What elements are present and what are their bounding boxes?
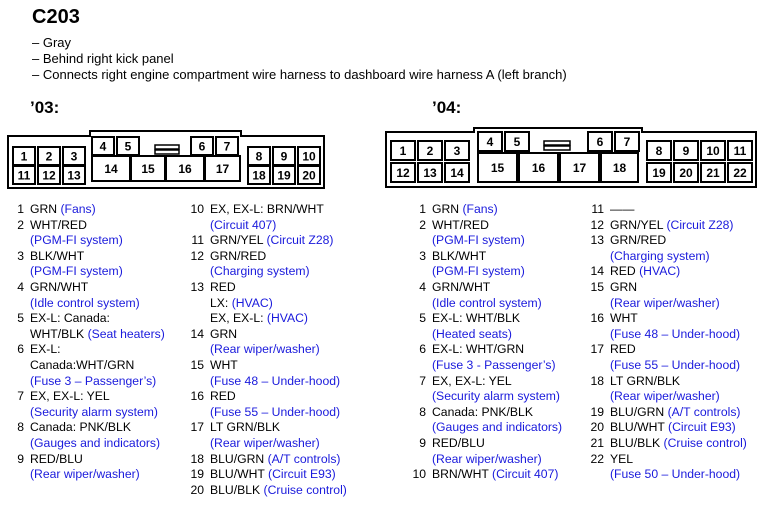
c04-pin-label: 10 bbox=[706, 144, 720, 158]
wire-desc: BRN/WHT bbox=[432, 467, 493, 482]
y03-pin-8-cont bbox=[12, 436, 165, 452]
c04-pin-label: 15 bbox=[490, 161, 505, 175]
c04-pin-label: 4 bbox=[486, 135, 494, 149]
c04-pin-label: 11 bbox=[733, 144, 747, 158]
y04-pin-5-cont bbox=[412, 327, 562, 343]
c03-pin-label: 11 bbox=[17, 168, 31, 183]
y04-pin-18-cont bbox=[590, 389, 747, 405]
pin-number: 15 bbox=[590, 279, 604, 294]
y03-pin-2 bbox=[12, 218, 165, 234]
y04-pin-15-cont bbox=[590, 296, 747, 312]
wire-desc: LT GRN/BLK bbox=[210, 420, 280, 435]
wire-desc: EX-L: WHT/GRN bbox=[432, 342, 525, 357]
wire-desc: YEL bbox=[610, 451, 634, 466]
y04-pin-3 bbox=[412, 249, 562, 265]
pin-number: 8 bbox=[419, 404, 426, 419]
c04-pin-label: 21 bbox=[706, 166, 720, 180]
c03-pin-label: 16 bbox=[178, 162, 192, 176]
circuit-link[interactable]: (A/T controls) bbox=[267, 451, 341, 466]
wire-desc: Canada: PNK/BLK bbox=[432, 404, 533, 419]
c04-pin-label: 5 bbox=[513, 135, 521, 149]
y04-pin-8 bbox=[412, 405, 562, 421]
pin-number: 5 bbox=[419, 311, 426, 326]
y04-pin-10 bbox=[412, 467, 562, 483]
pin-list-03-col2 bbox=[190, 202, 347, 498]
wire-desc: GRN/WHT bbox=[432, 279, 491, 294]
pin-number: 7 bbox=[419, 373, 426, 388]
circuit-link[interactable]: (Rear wiper/washer) bbox=[210, 342, 320, 357]
pin-number: 2 bbox=[17, 217, 24, 232]
wire-desc: BLU/WHT bbox=[610, 420, 669, 435]
year-04-label: ’04: bbox=[432, 98, 462, 117]
y04-pin-2 bbox=[412, 218, 562, 234]
c03-pin-label: 17 bbox=[215, 162, 230, 176]
circuit-link[interactable]: (Gauges and indicators) bbox=[30, 435, 161, 450]
wire-desc: WHT/BLK bbox=[30, 326, 88, 341]
y03-pin-4-cont bbox=[12, 296, 165, 312]
connector-title: C203 bbox=[32, 6, 80, 28]
y04-pin-20 bbox=[590, 420, 747, 436]
wire-desc: EX, EX-L: bbox=[210, 311, 267, 326]
wire-desc: WHT/RED bbox=[432, 217, 489, 232]
circuit-link[interactable]: (Circuit Z28) bbox=[666, 217, 734, 232]
circuit-link[interactable]: (Gauges and indicators) bbox=[432, 420, 563, 435]
c04-pin-label: 1 bbox=[399, 144, 407, 158]
circuit-link[interactable]: (Circuit E93) bbox=[668, 420, 736, 435]
circuit-link[interactable]: (PGM-FI system) bbox=[30, 233, 123, 248]
y04-pin-16 bbox=[590, 311, 747, 327]
wire-desc: Canada:WHT/GRN bbox=[30, 357, 135, 372]
circuit-link[interactable]: (Rear wiper/washer) bbox=[610, 295, 720, 310]
pin-number: 12 bbox=[590, 217, 604, 232]
circuit-link[interactable]: (Charging system) bbox=[610, 248, 710, 263]
circuit-link[interactable]: (Seat heaters) bbox=[87, 326, 165, 341]
pin-number: 11 bbox=[591, 202, 604, 216]
wire-desc: RED/BLU bbox=[432, 435, 485, 450]
wire-desc: RED bbox=[610, 342, 636, 357]
circuit-link[interactable]: (Fuse 55 – Under-hood) bbox=[210, 404, 341, 419]
c03-pin-label: 14 bbox=[104, 162, 118, 176]
y04-pin-8-cont bbox=[412, 420, 562, 436]
c03-pin-label: 8 bbox=[255, 149, 263, 164]
circuit-link[interactable]: (Cruise control) bbox=[263, 482, 347, 497]
pin-number: 1 bbox=[419, 202, 426, 216]
wire-desc: BLU/BLK bbox=[210, 482, 264, 497]
y04-pin-9 bbox=[412, 436, 562, 452]
y03-pin-7-cont bbox=[12, 405, 165, 421]
y03-pin-15 bbox=[190, 358, 347, 374]
y04-pin-6-cont bbox=[412, 358, 562, 374]
pin-number: 19 bbox=[190, 467, 204, 482]
y04-pin-2-cont bbox=[412, 233, 562, 249]
y04-pin-17 bbox=[590, 342, 747, 358]
circuit-link[interactable]: (Fuse 3 – Passenger’s) bbox=[30, 373, 157, 388]
c04-pin-label: 20 bbox=[679, 166, 693, 180]
y03-pin-6-cont bbox=[12, 358, 165, 374]
c03-pin-label: 3 bbox=[70, 149, 78, 164]
y04-pin-15 bbox=[590, 280, 747, 296]
pin-number: 15 bbox=[190, 357, 204, 372]
wire-desc: RED bbox=[610, 264, 640, 279]
circuit-link[interactable]: (Circuit E93) bbox=[268, 467, 336, 482]
wire-desc: GRN/RED bbox=[210, 248, 267, 263]
connector-04-diagram bbox=[0, 0, 767, 200]
c03-pin-label: 19 bbox=[277, 168, 291, 183]
c03-pin-label: 12 bbox=[42, 168, 56, 183]
pin-list-03-col1 bbox=[12, 202, 165, 483]
y04-pin-18 bbox=[590, 374, 747, 390]
y04-pin-11 bbox=[590, 202, 747, 218]
pin-number: 14 bbox=[190, 326, 204, 341]
y03-pin-14-cont bbox=[190, 342, 347, 358]
y03-pin-13 bbox=[190, 280, 347, 296]
note-color: – Gray bbox=[32, 35, 72, 50]
y03-pin-9-cont bbox=[12, 467, 165, 483]
y03-pin-10 bbox=[190, 202, 347, 218]
y04-pin-1 bbox=[412, 202, 562, 218]
pin-number: 14 bbox=[590, 264, 604, 279]
y03-pin-2-cont bbox=[12, 233, 165, 249]
y03-pin-6-cont bbox=[12, 374, 165, 390]
wire-desc: RED/BLU bbox=[30, 451, 83, 466]
pin-number: 10 bbox=[412, 467, 426, 482]
circuit-link[interactable]: (Circuit Z28) bbox=[266, 233, 334, 248]
circuit-link[interactable]: (Fuse 48 – Under-hood) bbox=[210, 373, 341, 388]
circuit-link[interactable]: (Rear wiper/washer) bbox=[610, 389, 720, 404]
pin-number: 3 bbox=[17, 248, 24, 263]
wire-desc: GRN/RED bbox=[610, 233, 667, 248]
c04-pin-label: 22 bbox=[733, 166, 747, 180]
c03-pin-label: 9 bbox=[280, 149, 288, 164]
note-connects: – Connects right engine compartment wire harness to dashboard wire harness A (left branch) bbox=[32, 67, 567, 82]
pin-number: 9 bbox=[419, 435, 426, 450]
circuit-link[interactable]: (Charging system) bbox=[210, 264, 310, 279]
circuit-link[interactable]: (Fuse 55 – Under-hood) bbox=[610, 357, 741, 372]
circuit-link[interactable]: (Cruise control) bbox=[663, 435, 747, 450]
wire-desc: EX, EX-L: YEL bbox=[432, 373, 512, 388]
y04-pin-13-cont bbox=[590, 249, 747, 265]
circuit-link[interactable]: (A/T controls) bbox=[667, 404, 741, 419]
y04-pin-22 bbox=[590, 452, 747, 468]
pin-number: 2 bbox=[419, 217, 426, 232]
c04-latch bbox=[544, 141, 570, 145]
c04-pin-label: 19 bbox=[652, 166, 666, 180]
wire-desc: BLK/WHT bbox=[30, 248, 85, 263]
pin-number: 16 bbox=[590, 311, 604, 326]
wire-desc: BLU/GRN bbox=[610, 404, 668, 419]
y04-pin-6 bbox=[412, 342, 562, 358]
y04-pin-13 bbox=[590, 233, 747, 249]
y03-pin-3-cont bbox=[12, 264, 165, 280]
wire-desc: GRN/YEL bbox=[210, 233, 267, 248]
y03-pin-15-cont bbox=[190, 374, 347, 390]
y04-pin-5 bbox=[412, 311, 562, 327]
wire-desc: BLU/GRN bbox=[210, 451, 268, 466]
circuit-link[interactable]: (HVAC) bbox=[639, 264, 681, 279]
y04-pin-7-cont bbox=[412, 389, 562, 405]
pin-number: 6 bbox=[17, 342, 24, 357]
pin-number: 12 bbox=[190, 248, 204, 263]
circuit-link[interactable]: (HVAC) bbox=[231, 295, 273, 310]
wire-desc: RED bbox=[210, 279, 236, 294]
pin-number: 10 bbox=[190, 202, 204, 216]
note-location: – Behind right kick panel bbox=[32, 51, 174, 66]
wire-desc: BLK/WHT bbox=[432, 248, 487, 263]
y04-pin-9-cont bbox=[412, 452, 562, 468]
y04-pin-21 bbox=[590, 436, 747, 452]
pin-number: 4 bbox=[419, 279, 426, 294]
circuit-link[interactable]: (Fans) bbox=[462, 202, 498, 216]
pin-number: 13 bbox=[590, 233, 604, 248]
y03-pin-7 bbox=[12, 389, 165, 405]
y03-pin-13-cont bbox=[190, 311, 347, 327]
pin-number: 1 bbox=[17, 202, 24, 216]
c04-pin-label: 2 bbox=[426, 144, 434, 158]
c03-pin-label: 10 bbox=[302, 149, 316, 164]
pin-number: 8 bbox=[17, 420, 24, 435]
circuit-link[interactable]: (Fans) bbox=[60, 202, 96, 216]
pin-number: 17 bbox=[190, 420, 204, 435]
y04-pin-14 bbox=[590, 264, 747, 280]
y03-pin-18 bbox=[190, 452, 347, 468]
wire-desc: Canada: PNK/BLK bbox=[30, 420, 131, 435]
c04-pin-label: 18 bbox=[612, 161, 627, 175]
y03-pin-16 bbox=[190, 389, 347, 405]
circuit-link[interactable]: (Circuit 407) bbox=[492, 467, 559, 482]
y04-pin-16-cont bbox=[590, 327, 747, 343]
c04-pin-label: 16 bbox=[531, 161, 546, 175]
pin-number: 5 bbox=[17, 311, 24, 326]
pin-number: 11 bbox=[191, 233, 204, 248]
wire-desc: EX-L: WHT/BLK bbox=[432, 311, 521, 326]
y04-pin-4-cont bbox=[412, 296, 562, 312]
y03-pin-13-cont bbox=[190, 296, 347, 312]
pin-number: 18 bbox=[190, 451, 204, 466]
wire-desc: GRN/YEL bbox=[610, 217, 667, 232]
circuit-link[interactable]: (Rear wiper/washer) bbox=[210, 435, 320, 450]
y03-pin-4 bbox=[12, 280, 165, 296]
wire-desc: BLU/WHT bbox=[210, 467, 269, 482]
y03-pin-5 bbox=[12, 311, 165, 327]
y04-pin-19 bbox=[590, 405, 747, 421]
c03-pin-label: 7 bbox=[223, 139, 231, 154]
circuit-link[interactable]: (Rear wiper/washer) bbox=[432, 451, 542, 466]
y03-pin-12-cont bbox=[190, 264, 347, 280]
wire-desc: RED bbox=[210, 389, 236, 404]
circuit-link[interactable]: (Idle control system) bbox=[30, 295, 140, 310]
circuit-link[interactable]: (Fuse 50 – Under-hood) bbox=[610, 467, 741, 482]
c03-pin-label: 6 bbox=[198, 139, 206, 154]
wire-desc: EX, EX-L: BRN/WHT bbox=[210, 202, 324, 216]
y03-pin-16-cont bbox=[190, 405, 347, 421]
pin-number: 16 bbox=[190, 389, 204, 404]
pin-number: 19 bbox=[590, 404, 604, 419]
c03-pin-label: 2 bbox=[45, 149, 53, 164]
c04-pin-label: 8 bbox=[655, 144, 663, 158]
pin-number: 4 bbox=[17, 279, 24, 294]
c03-pin-label: 13 bbox=[67, 168, 81, 183]
pin-number: 22 bbox=[590, 451, 604, 466]
y04-pin-17-cont bbox=[590, 358, 747, 374]
wire-desc: LX: bbox=[210, 295, 232, 310]
wire-desc: —— bbox=[610, 202, 635, 216]
circuit-link[interactable]: (Circuit 407) bbox=[210, 217, 277, 232]
wire-desc: GRN bbox=[30, 202, 61, 216]
pin-number: 7 bbox=[17, 389, 24, 404]
y03-pin-8 bbox=[12, 420, 165, 436]
y04-pin-7 bbox=[412, 374, 562, 390]
pin-number: 21 bbox=[590, 435, 604, 450]
y04-pin-4 bbox=[412, 280, 562, 296]
y04-pin-12 bbox=[590, 218, 747, 234]
pin-number: 17 bbox=[590, 342, 604, 357]
pin-number: 20 bbox=[590, 420, 604, 435]
circuit-link[interactable]: (PGM-FI system) bbox=[432, 264, 525, 279]
circuit-link[interactable]: (PGM-FI system) bbox=[30, 264, 123, 279]
circuit-link[interactable]: (Heated seats) bbox=[432, 326, 512, 341]
c03-pin-label: 20 bbox=[302, 168, 316, 183]
wire-desc: EX-L: Canada: bbox=[30, 311, 110, 326]
wire-desc: WHT/RED bbox=[30, 217, 87, 232]
c04-pin-label: 12 bbox=[396, 166, 410, 180]
circuit-link[interactable]: (Fuse 48 – Under-hood) bbox=[610, 326, 741, 341]
c04-pin-label: 6 bbox=[596, 135, 604, 149]
wire-desc: WHT bbox=[610, 311, 638, 326]
wire-desc: WHT bbox=[210, 357, 238, 372]
circuit-link[interactable]: (PGM-FI system) bbox=[432, 233, 525, 248]
c04-pin-label: 7 bbox=[623, 135, 631, 149]
c03-pin-label: 4 bbox=[99, 139, 107, 154]
pin-number: 18 bbox=[590, 373, 604, 388]
c03-pin-label: 5 bbox=[124, 139, 132, 154]
y03-pin-10-cont bbox=[190, 218, 347, 234]
pin-number: 20 bbox=[190, 482, 204, 497]
c03-pin-label: 15 bbox=[141, 162, 155, 176]
pin-number: 3 bbox=[419, 248, 426, 263]
circuit-link[interactable]: (Idle control system) bbox=[432, 295, 542, 310]
y03-pin-9 bbox=[12, 452, 165, 468]
year-03-label: ’03: bbox=[30, 98, 60, 117]
y03-pin-17 bbox=[190, 420, 347, 436]
y03-pin-1 bbox=[12, 202, 165, 218]
y03-pin-19 bbox=[190, 467, 347, 483]
c03-pin-label: 1 bbox=[20, 149, 28, 164]
circuit-link[interactable]: (HVAC) bbox=[266, 311, 308, 326]
c03-pin-label: 18 bbox=[252, 168, 266, 183]
wire-desc: GRN/WHT bbox=[30, 279, 89, 294]
pin-number: 6 bbox=[419, 342, 426, 357]
y04-pin-3-cont bbox=[412, 264, 562, 280]
pin-list-04-col1 bbox=[412, 202, 562, 483]
y03-pin-6 bbox=[12, 342, 165, 358]
wire-desc: EX-L: bbox=[30, 342, 61, 357]
c04-pin-label: 14 bbox=[450, 166, 464, 180]
circuit-link[interactable]: (Security alarm system) bbox=[432, 389, 560, 404]
y03-pin-3 bbox=[12, 249, 165, 265]
c04-pin-label: 3 bbox=[453, 144, 461, 158]
y03-pin-20 bbox=[190, 483, 347, 499]
pin-number: 13 bbox=[190, 279, 204, 294]
y04-pin-22-cont bbox=[590, 467, 747, 483]
wire-desc: GRN bbox=[610, 279, 638, 294]
wire-desc: BLU/BLK bbox=[610, 435, 664, 450]
wire-desc: GRN bbox=[210, 326, 238, 341]
c04-pin-label: 17 bbox=[572, 161, 587, 175]
y03-pin-17-cont bbox=[190, 436, 347, 452]
circuit-link[interactable]: (Security alarm system) bbox=[30, 404, 158, 419]
wire-desc: LT GRN/BLK bbox=[610, 373, 680, 388]
c04-pin-label: 9 bbox=[682, 144, 690, 158]
pin-number: 9 bbox=[17, 451, 24, 466]
y03-pin-12 bbox=[190, 249, 347, 265]
c04-latch bbox=[544, 146, 570, 150]
wire-desc: EX, EX-L: YEL bbox=[30, 389, 110, 404]
y03-pin-14 bbox=[190, 327, 347, 343]
wire-desc: GRN bbox=[432, 202, 463, 216]
circuit-link[interactable]: (Rear wiper/washer) bbox=[30, 467, 140, 482]
pin-list-04-col2 bbox=[590, 202, 747, 483]
c04-pin-label: 13 bbox=[423, 166, 437, 180]
y03-pin-11 bbox=[190, 233, 347, 249]
circuit-link[interactable]: (Fuse 3 - Passenger’s) bbox=[432, 357, 556, 372]
y03-pin-5-cont bbox=[12, 327, 165, 343]
